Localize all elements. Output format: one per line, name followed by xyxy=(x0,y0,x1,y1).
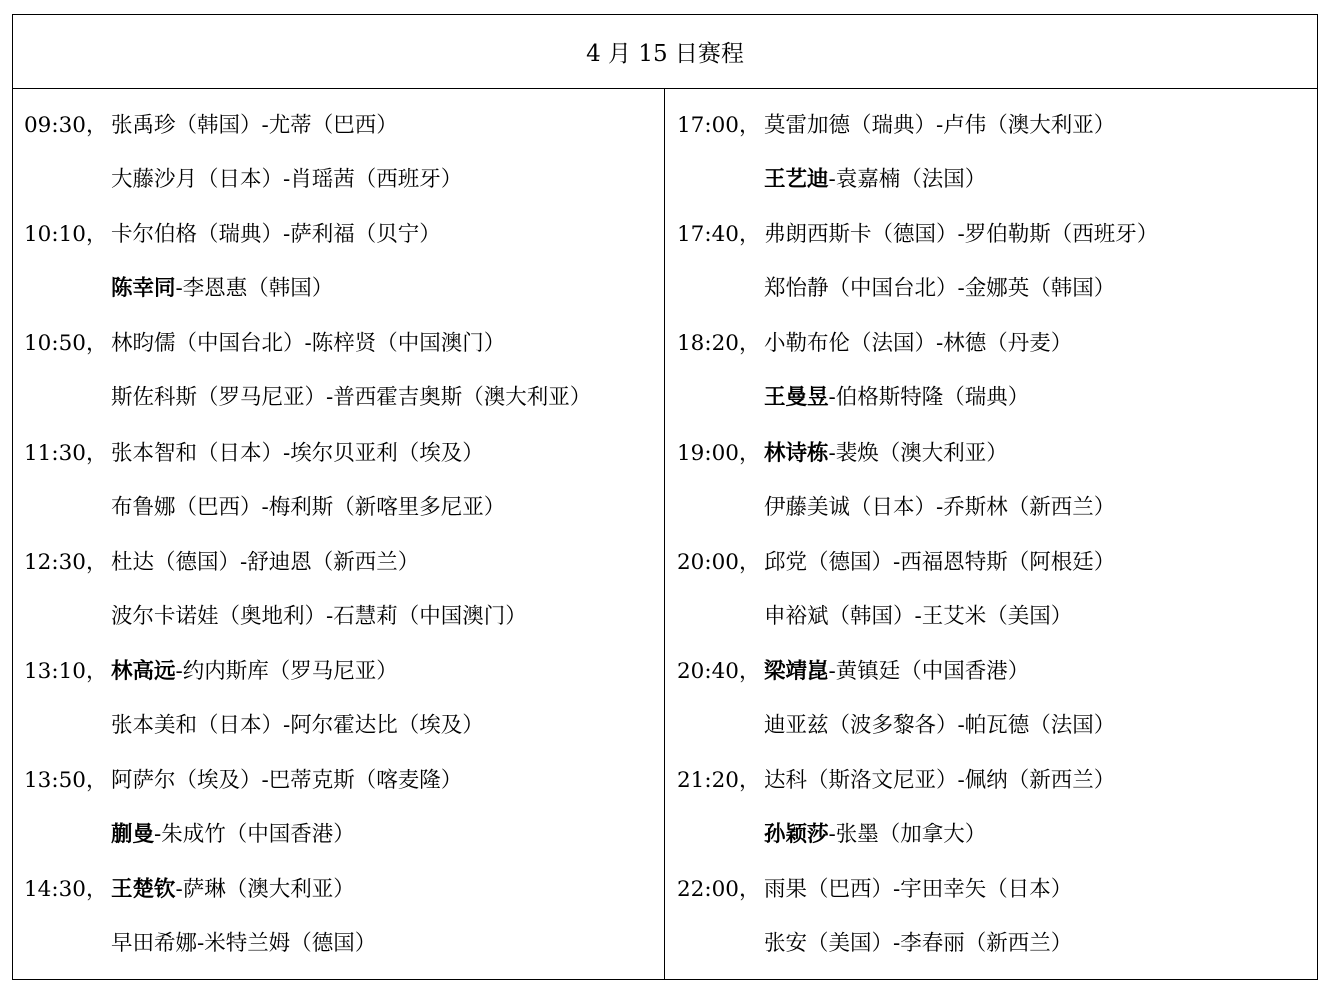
match-line-2 xyxy=(111,930,376,958)
match-text: 孙颖莎 xyxy=(764,822,829,848)
match-line-1 xyxy=(24,330,505,358)
match-line-2 xyxy=(764,712,1115,740)
match-time: 09:30， xyxy=(24,113,108,138)
schedule-entry xyxy=(24,853,662,962)
match-text: 弗朗西斯卡（德国）-罗伯勒斯（西班牙） xyxy=(764,222,1159,248)
match-text: 雨果（巴西）-宇田幸矢（日本） xyxy=(764,877,1073,903)
match-line-2 xyxy=(111,384,591,412)
match-time: 21:20， xyxy=(677,768,761,794)
match-text: -约内斯库（罗马尼亚） xyxy=(175,658,398,684)
match-text: 王曼昱 xyxy=(764,385,829,411)
match-text: -裴焕（澳大利亚） xyxy=(828,440,1008,466)
match-text: 阿萨尔（埃及）-巴蒂克斯（喀麦隆） xyxy=(111,768,463,794)
match-text: 张本美和（日本）-阿尔霍达比（埃及） xyxy=(111,712,484,738)
schedule-entry xyxy=(24,198,662,307)
match-text: 波尔卡诺娃（奥地利）-石慧莉（中国澳门） xyxy=(111,603,527,629)
match-line-2 xyxy=(764,821,986,849)
match-time: 13:50， xyxy=(24,768,108,794)
schedule-title: 4 月 15 日赛程 xyxy=(13,15,1317,89)
match-time: 12:30， xyxy=(24,549,108,575)
match-text: 林诗栋 xyxy=(764,440,829,466)
match-line-1 xyxy=(24,876,355,904)
match-text: 张禹珍（韩国）-尤蒂（巴西） xyxy=(111,113,398,138)
match-line-1 xyxy=(677,112,1115,140)
match-line-1 xyxy=(24,767,462,795)
schedule-entry xyxy=(677,89,1315,198)
match-text: 小勒布伦（法国）-林德（丹麦） xyxy=(764,331,1073,357)
match-line-1 xyxy=(677,440,1008,468)
match-text: 迪亚兹（波多黎各）-帕瓦德（法国） xyxy=(764,712,1116,738)
match-time: 17:40， xyxy=(677,222,761,248)
schedule-entry xyxy=(24,635,662,744)
schedule-entry xyxy=(677,417,1315,526)
match-text: 卡尔伯格（瑞典）-萨利福（贝宁） xyxy=(111,222,441,248)
schedule-entry xyxy=(677,635,1315,744)
schedule-entry xyxy=(24,89,662,198)
match-text: 林昀儒（中国台北）-陈梓贤（中国澳门） xyxy=(111,331,506,357)
match-line-1 xyxy=(677,221,1158,249)
match-text: 王楚钦 xyxy=(111,877,176,903)
schedule-entry xyxy=(677,744,1315,853)
match-time: 10:50， xyxy=(24,331,108,357)
match-text: 大藤沙月（日本）-肖瑶茜（西班牙） xyxy=(111,167,463,192)
match-text: 杜达（德国）-舒迪恩（新西兰） xyxy=(111,549,420,575)
match-line-2 xyxy=(764,603,1072,631)
match-time: 18:20， xyxy=(677,331,761,357)
schedule-table xyxy=(12,14,1318,980)
match-line-1 xyxy=(24,658,398,686)
schedule-entry xyxy=(24,526,662,635)
schedule-entry xyxy=(24,744,662,853)
match-line-2 xyxy=(111,603,527,631)
match-text: 莫雷加德（瑞典）-卢伟（澳大利亚） xyxy=(764,113,1116,138)
match-line-2 xyxy=(111,494,505,522)
match-text: 梁靖崑 xyxy=(764,658,829,684)
schedule-entry xyxy=(677,307,1315,416)
match-line-1 xyxy=(24,112,398,140)
match-time: 19:00， xyxy=(677,440,761,466)
match-line-2 xyxy=(111,166,462,194)
match-text: -李恩惠（韩国） xyxy=(175,276,334,302)
match-text: -伯格斯特隆（瑞典） xyxy=(828,385,1030,411)
match-line-2 xyxy=(764,384,1029,412)
match-text: 林高远 xyxy=(111,658,176,684)
match-line-2 xyxy=(764,275,1115,303)
match-line-1 xyxy=(24,221,441,249)
schedule-entry xyxy=(677,853,1315,962)
match-text: 张安（美国）-李春丽（新西兰） xyxy=(764,931,1073,957)
match-text: 蒯曼 xyxy=(111,822,155,848)
match-line-2 xyxy=(111,712,484,740)
match-text: -朱成竹（中国香港） xyxy=(154,822,355,848)
match-line-1 xyxy=(677,330,1072,358)
match-time: 17:00， xyxy=(677,113,761,138)
match-time: 20:00， xyxy=(677,549,761,575)
match-time: 11:30， xyxy=(24,440,108,466)
column-divider xyxy=(664,89,665,979)
schedule-entry xyxy=(24,307,662,416)
match-text: 布鲁娜（巴西）-梅利斯（新喀里多尼亚） xyxy=(111,494,506,520)
match-text: -萨琳（澳大利亚） xyxy=(175,877,355,903)
match-text: -黄镇廷（中国香港） xyxy=(828,658,1030,684)
match-text: 伊藤美诚（日本）-乔斯林（新西兰） xyxy=(764,494,1116,520)
match-time: 22:00， xyxy=(677,877,761,903)
match-line-1 xyxy=(24,549,419,577)
match-line-2 xyxy=(764,166,986,194)
right-column xyxy=(677,89,1315,963)
match-text: 王艺迪 xyxy=(764,167,829,192)
match-time: 20:40， xyxy=(677,658,761,684)
match-text: 申裕斌（韩国）-王艾米（美国） xyxy=(764,603,1073,629)
schedule-entry xyxy=(677,198,1315,307)
match-text: -袁嘉楠（法国） xyxy=(828,167,987,192)
match-text: 张本智和（日本）-埃尔贝亚利（埃及） xyxy=(111,440,484,466)
match-line-1 xyxy=(677,767,1115,795)
match-text: 邱党（德国）-西福恩特斯（阿根廷） xyxy=(764,549,1116,575)
match-line-2 xyxy=(764,494,1115,522)
match-line-2 xyxy=(111,275,333,303)
match-text: 郑怡静（中国台北）-金娜英（韩国） xyxy=(764,276,1116,302)
schedule-entry xyxy=(677,526,1315,635)
left-column xyxy=(24,89,662,963)
match-line-1 xyxy=(677,658,1029,686)
match-line-2 xyxy=(764,930,1072,958)
match-line-1 xyxy=(677,876,1072,904)
match-text: 斯佐科斯（罗马尼亚）-普西霍吉奥斯（澳大利亚） xyxy=(111,385,592,411)
match-text: 达科（斯洛文尼亚）-佩纳（新西兰） xyxy=(764,768,1116,794)
match-text: -张墨（加拿大） xyxy=(828,822,987,848)
match-text: 早田希娜-米特兰姆（德国） xyxy=(111,931,377,957)
schedule-entry xyxy=(24,417,662,526)
match-line-1 xyxy=(24,440,484,468)
match-line-2 xyxy=(111,821,355,849)
match-text: 陈幸同 xyxy=(111,276,176,302)
match-time: 10:10， xyxy=(24,222,108,248)
match-time: 13:10， xyxy=(24,658,108,684)
match-time: 14:30， xyxy=(24,877,108,903)
match-line-1 xyxy=(677,549,1115,577)
